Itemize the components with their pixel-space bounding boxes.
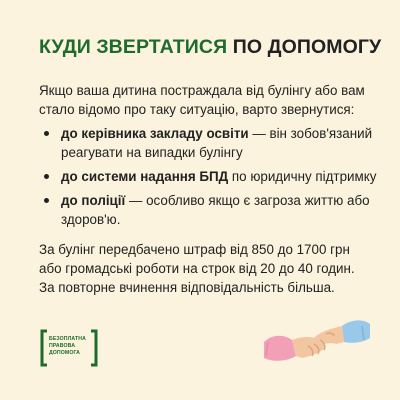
page-title [39,36,381,59]
penalty-line: За повторне вчинення відповідальність більша. [39,280,335,295]
handshake-illustration [262,312,372,377]
penalty-paragraph [39,240,389,297]
list-item [39,124,384,162]
penalty-line: За булінг передбачено штраф від 850 до 1700 грн [39,242,350,257]
bullet-icon [44,131,49,136]
logo-line: ДОПОМОГА [49,350,81,356]
penalty-line: або громадські роботи на строк від 20 до 40 годин. [39,261,355,276]
list-item-text: — він зобов'язаний реагувати на випадки булінгу [61,126,373,160]
handshake-icon [262,312,372,372]
title-rest: ПО ДОПОМОГУ [227,36,382,58]
legal-aid-logo [39,328,99,368]
bullet-icon [44,198,49,203]
list-item-bold: до керівника закладу освіти [61,126,249,141]
bullet-icon [44,174,49,179]
list-item-bold: до системи надання БПД [61,169,229,184]
contacts-list [39,124,384,234]
intro-paragraph: Якщо ваша дитина постраждала від булінгу або вам стало відомо про таку ситуацію, варто звернутися: [39,83,365,117]
list-item [39,167,384,186]
list-item [39,191,384,229]
logo-text [49,336,91,357]
title-accent: КУДИ ЗВЕРТАТИСЯ [39,36,228,58]
list-item-text: — особливо якщо є загроза життю або здоров'ю. [61,193,370,227]
list-item-text: по юридичну підтримку [228,169,377,184]
logo-line: ПРАВОВА [49,343,76,349]
logo-line: БЕЗОПЛАТНА [49,336,86,342]
list-item-bold: до поліції [61,193,126,208]
